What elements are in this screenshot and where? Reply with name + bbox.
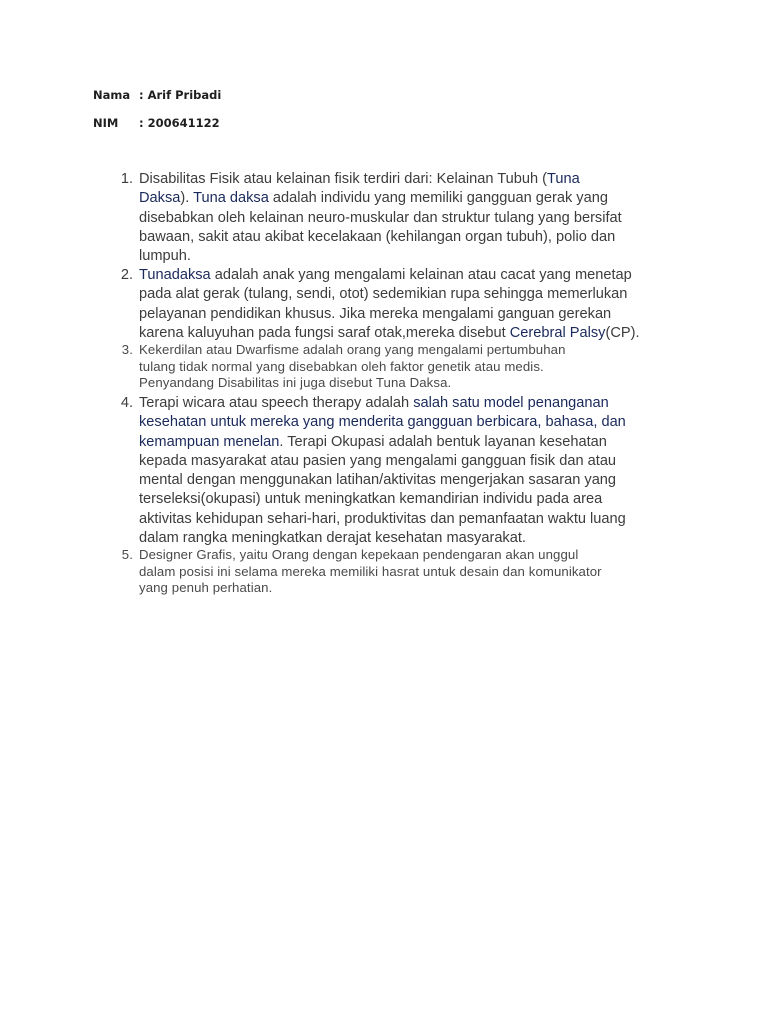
- link-text[interactable]: Tunadaksa: [139, 267, 211, 283]
- text-line: [139, 209, 675, 228]
- text-span: aktivitas kehidupan sehari-hari, produktivitas dan pemanfaatan waktu luang: [139, 510, 626, 527]
- nim-row: [93, 116, 220, 130]
- text-line: [139, 228, 675, 247]
- text-line: [139, 413, 675, 432]
- text-line: [139, 247, 675, 266]
- text-span: pelayanan pendidikan khusus. Jika mereka mengalami ganguan gerekan: [139, 305, 612, 322]
- text-line: [139, 433, 675, 452]
- text-span: mental dengan menggunakan latihan/aktivitas mengerjakan sasaran yang: [139, 472, 617, 489]
- list-item-text: [139, 266, 675, 343]
- text-span: yang penuh perhatian.: [139, 580, 273, 596]
- text-line: [139, 375, 675, 392]
- text-line: [139, 285, 675, 304]
- list-number: 1.: [120, 171, 133, 187]
- text-line: [139, 471, 675, 490]
- text-span: adalah individu yang memiliki gangguan gerak yang: [268, 190, 608, 207]
- nim-label: NIM: [93, 116, 119, 130]
- text-line: [139, 305, 675, 324]
- list-number: 4.: [120, 395, 133, 411]
- text-span: karena kaluyuhan pada fungsi saraf otak,mereka disebut: [139, 324, 510, 341]
- text-span: Designer Grafis, yaitu Orang dengan kepekaan pendengaran akan unggul: [139, 547, 579, 562]
- text-span: disebabkan oleh kelainan neuro-muskular dan struktur tulang yang bersifat: [139, 209, 622, 226]
- text-span: (CP).: [605, 324, 640, 341]
- name-label: Nama: [93, 88, 131, 102]
- list-number: 5.: [121, 547, 133, 562]
- text-span: dalam posisi ini selama mereka memiliki hasrat untuk desain dan komunikator: [139, 563, 602, 579]
- text-line: [139, 266, 675, 285]
- list-item-text: [139, 547, 675, 597]
- text-line: [139, 359, 675, 376]
- link-text[interactable]: Tuna: [547, 171, 580, 187]
- text-line: [139, 490, 675, 509]
- link-text[interactable]: Daksa: [139, 190, 181, 207]
- text-line: [139, 510, 675, 529]
- text-span: bawaan, sakit atau akibat kecelakaan (kehilangan organ tubuh), polio dan: [139, 228, 616, 245]
- text-span: pada alat gerak (tulang, sendi, otot) sedemikian rupa sehingga memerlukan: [139, 286, 628, 303]
- text-span: Penyandang Disabilitas ini juga disebut Tuna Daksa.: [139, 375, 452, 391]
- list-item-text: [139, 170, 675, 266]
- text-span: Terapi wicara atau speech therapy adalah: [139, 395, 414, 411]
- text-span: lumpuh.: [139, 248, 191, 265]
- text-span: kepada masyarakat atau pasien yang mengalami gangguan fisik dan atau: [139, 452, 617, 469]
- text-span: tulang tidak normal yang disebabkan oleh faktor genetik atau medis.: [139, 358, 544, 374]
- list-number: 3.: [121, 342, 133, 357]
- link-text[interactable]: salah satu model penanganan: [413, 395, 609, 411]
- text-line: [139, 564, 675, 581]
- text-span: terseleksi(okupasi) untuk meningkatkan kemandirian individu pada area: [139, 491, 603, 508]
- list-item-text: [139, 342, 675, 392]
- text-span: adalah anak yang mengalami kelainan atau cacat yang menetap: [210, 267, 632, 283]
- text-line: [139, 324, 675, 343]
- text-line: [139, 580, 675, 597]
- link-text[interactable]: kemampuan menelan: [139, 433, 280, 450]
- text-line: [139, 394, 675, 413]
- text-span: Kekerdilan atau Dwarfisme adalah orang yang mengalami pertumbuhan: [139, 342, 566, 357]
- text-line: [139, 170, 675, 189]
- text-line: [139, 547, 675, 564]
- name-row: [93, 88, 221, 102]
- text-span: . Terapi Okupasi adalah bentuk layanan kesehatan: [279, 433, 607, 450]
- text-span: ).: [180, 190, 194, 207]
- list-item-text: [139, 394, 675, 548]
- link-text[interactable]: Cerebral Palsy: [509, 324, 606, 341]
- name-value: : Arif Pribadi: [139, 88, 222, 102]
- text-line: [139, 189, 675, 208]
- text-line: [139, 529, 675, 548]
- link-text[interactable]: Tuna daksa: [193, 190, 269, 207]
- text-line: [139, 452, 675, 471]
- text-span: Disabilitas Fisik atau kelainan fisik terdiri dari: Kelainan Tubuh (: [139, 171, 548, 187]
- list-number: 2.: [120, 267, 133, 283]
- text-span: dalam rangka meningkatkan derajat kesehatan masyarakat.: [139, 530, 526, 547]
- link-text[interactable]: kesehatan untuk mereka yang menderita gangguan berbicara, bahasa, dan: [139, 414, 626, 431]
- text-line: [139, 342, 675, 359]
- nim-value: : 200641122: [139, 116, 220, 130]
